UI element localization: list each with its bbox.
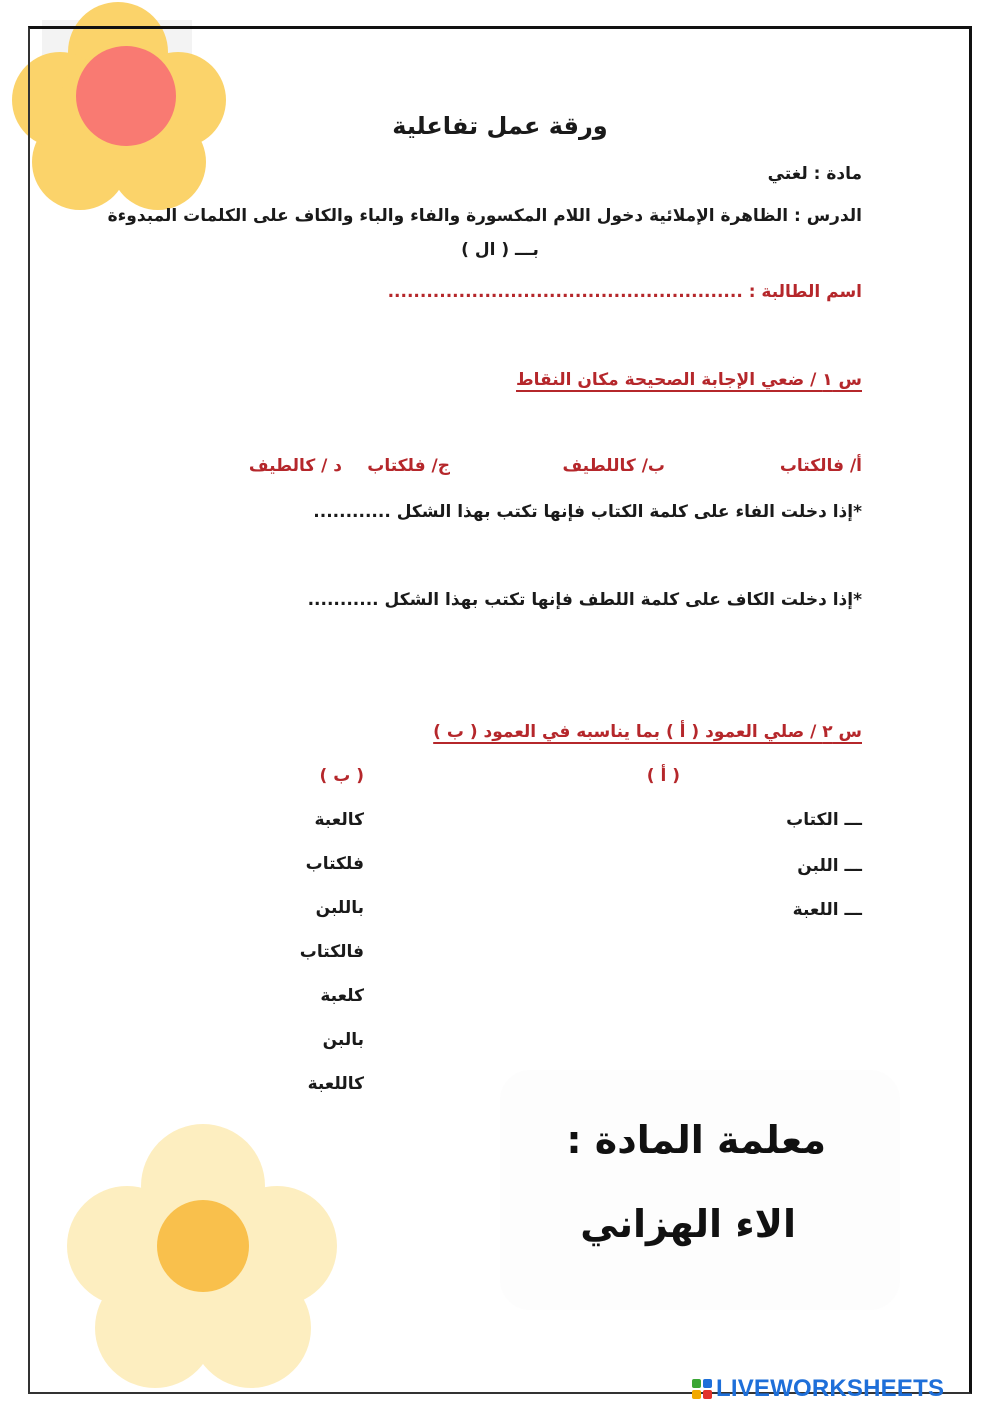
logo-grid-icon — [692, 1379, 712, 1399]
flower-bottom-decoration — [55, 1118, 345, 1408]
q2-col-a-header: ( أ ) — [646, 766, 680, 786]
worksheet-title: ورقة عمل تفاعلية — [392, 112, 608, 140]
q1-option-c[interactable]: ج/ فلكتاب — [367, 456, 450, 476]
q1-sentence-2[interactable]: *إذا دخلت الكاف على كلمة اللطف فإنها تكتب بهذا الشكل ........... — [307, 590, 862, 610]
q2-col-b-item[interactable]: فلكتاب — [305, 854, 364, 874]
lesson-line-2: بـــ ( ال ) — [461, 240, 539, 260]
student-name-field[interactable]: اسم الطالبة : ....................................................... — [387, 282, 862, 302]
teacher-label: معلمة المادة : — [566, 1118, 826, 1162]
q2-col-b-item[interactable]: بالبن — [322, 1030, 364, 1050]
q1-option-a[interactable]: أ/ فالكتاب — [779, 456, 862, 476]
q1-option-b[interactable]: ب/ كاللطيف — [562, 456, 665, 476]
teacher-box — [500, 1070, 900, 1310]
q2-col-b-header: ( ب ) — [319, 766, 364, 786]
subject-line: مادة : لغتي — [767, 164, 862, 184]
q2-heading: س ٢ / صلي العمود ( أ ) بما يناسبه في العمود ( ب ) — [433, 722, 862, 742]
q2-col-b-item[interactable]: كاللعبة — [307, 1074, 364, 1094]
q2-col-b-item[interactable]: كلعبة — [320, 986, 364, 1006]
q2-col-b-item[interactable]: فالكتاب — [299, 942, 364, 962]
q2-col-b-item[interactable]: كالعبة — [314, 810, 364, 830]
q1-sentence-1[interactable]: *إذا دخلت الفاء على كلمة الكتاب فإنها تكتب بهذا الشكل ............ — [313, 502, 862, 522]
q1-option-d[interactable]: د / كالطيف — [248, 456, 342, 476]
logo-text: LIVEWORKSHEETS — [716, 1375, 945, 1402]
liveworksheets-logo[interactable] — [692, 1376, 944, 1402]
teacher-name: الاء الهزاني — [580, 1202, 796, 1246]
q2-col-b-item[interactable]: باللبن — [315, 898, 364, 918]
q2-col-a-item[interactable]: ـــ اللبن — [797, 856, 862, 876]
q1-heading: س ١ / ضعي الإجابة الصحيحة مكان النقاط — [516, 370, 862, 390]
q2-col-a-item[interactable]: ـــ الكتاب — [786, 810, 862, 830]
q2-col-a-item[interactable]: ـــ اللعبة — [792, 900, 862, 920]
lesson-line-1: الدرس : الظاهرة الإملائية دخول اللام المكسورة والفاء والباء والكاف على الكلمات المبدوءة — [107, 206, 862, 226]
